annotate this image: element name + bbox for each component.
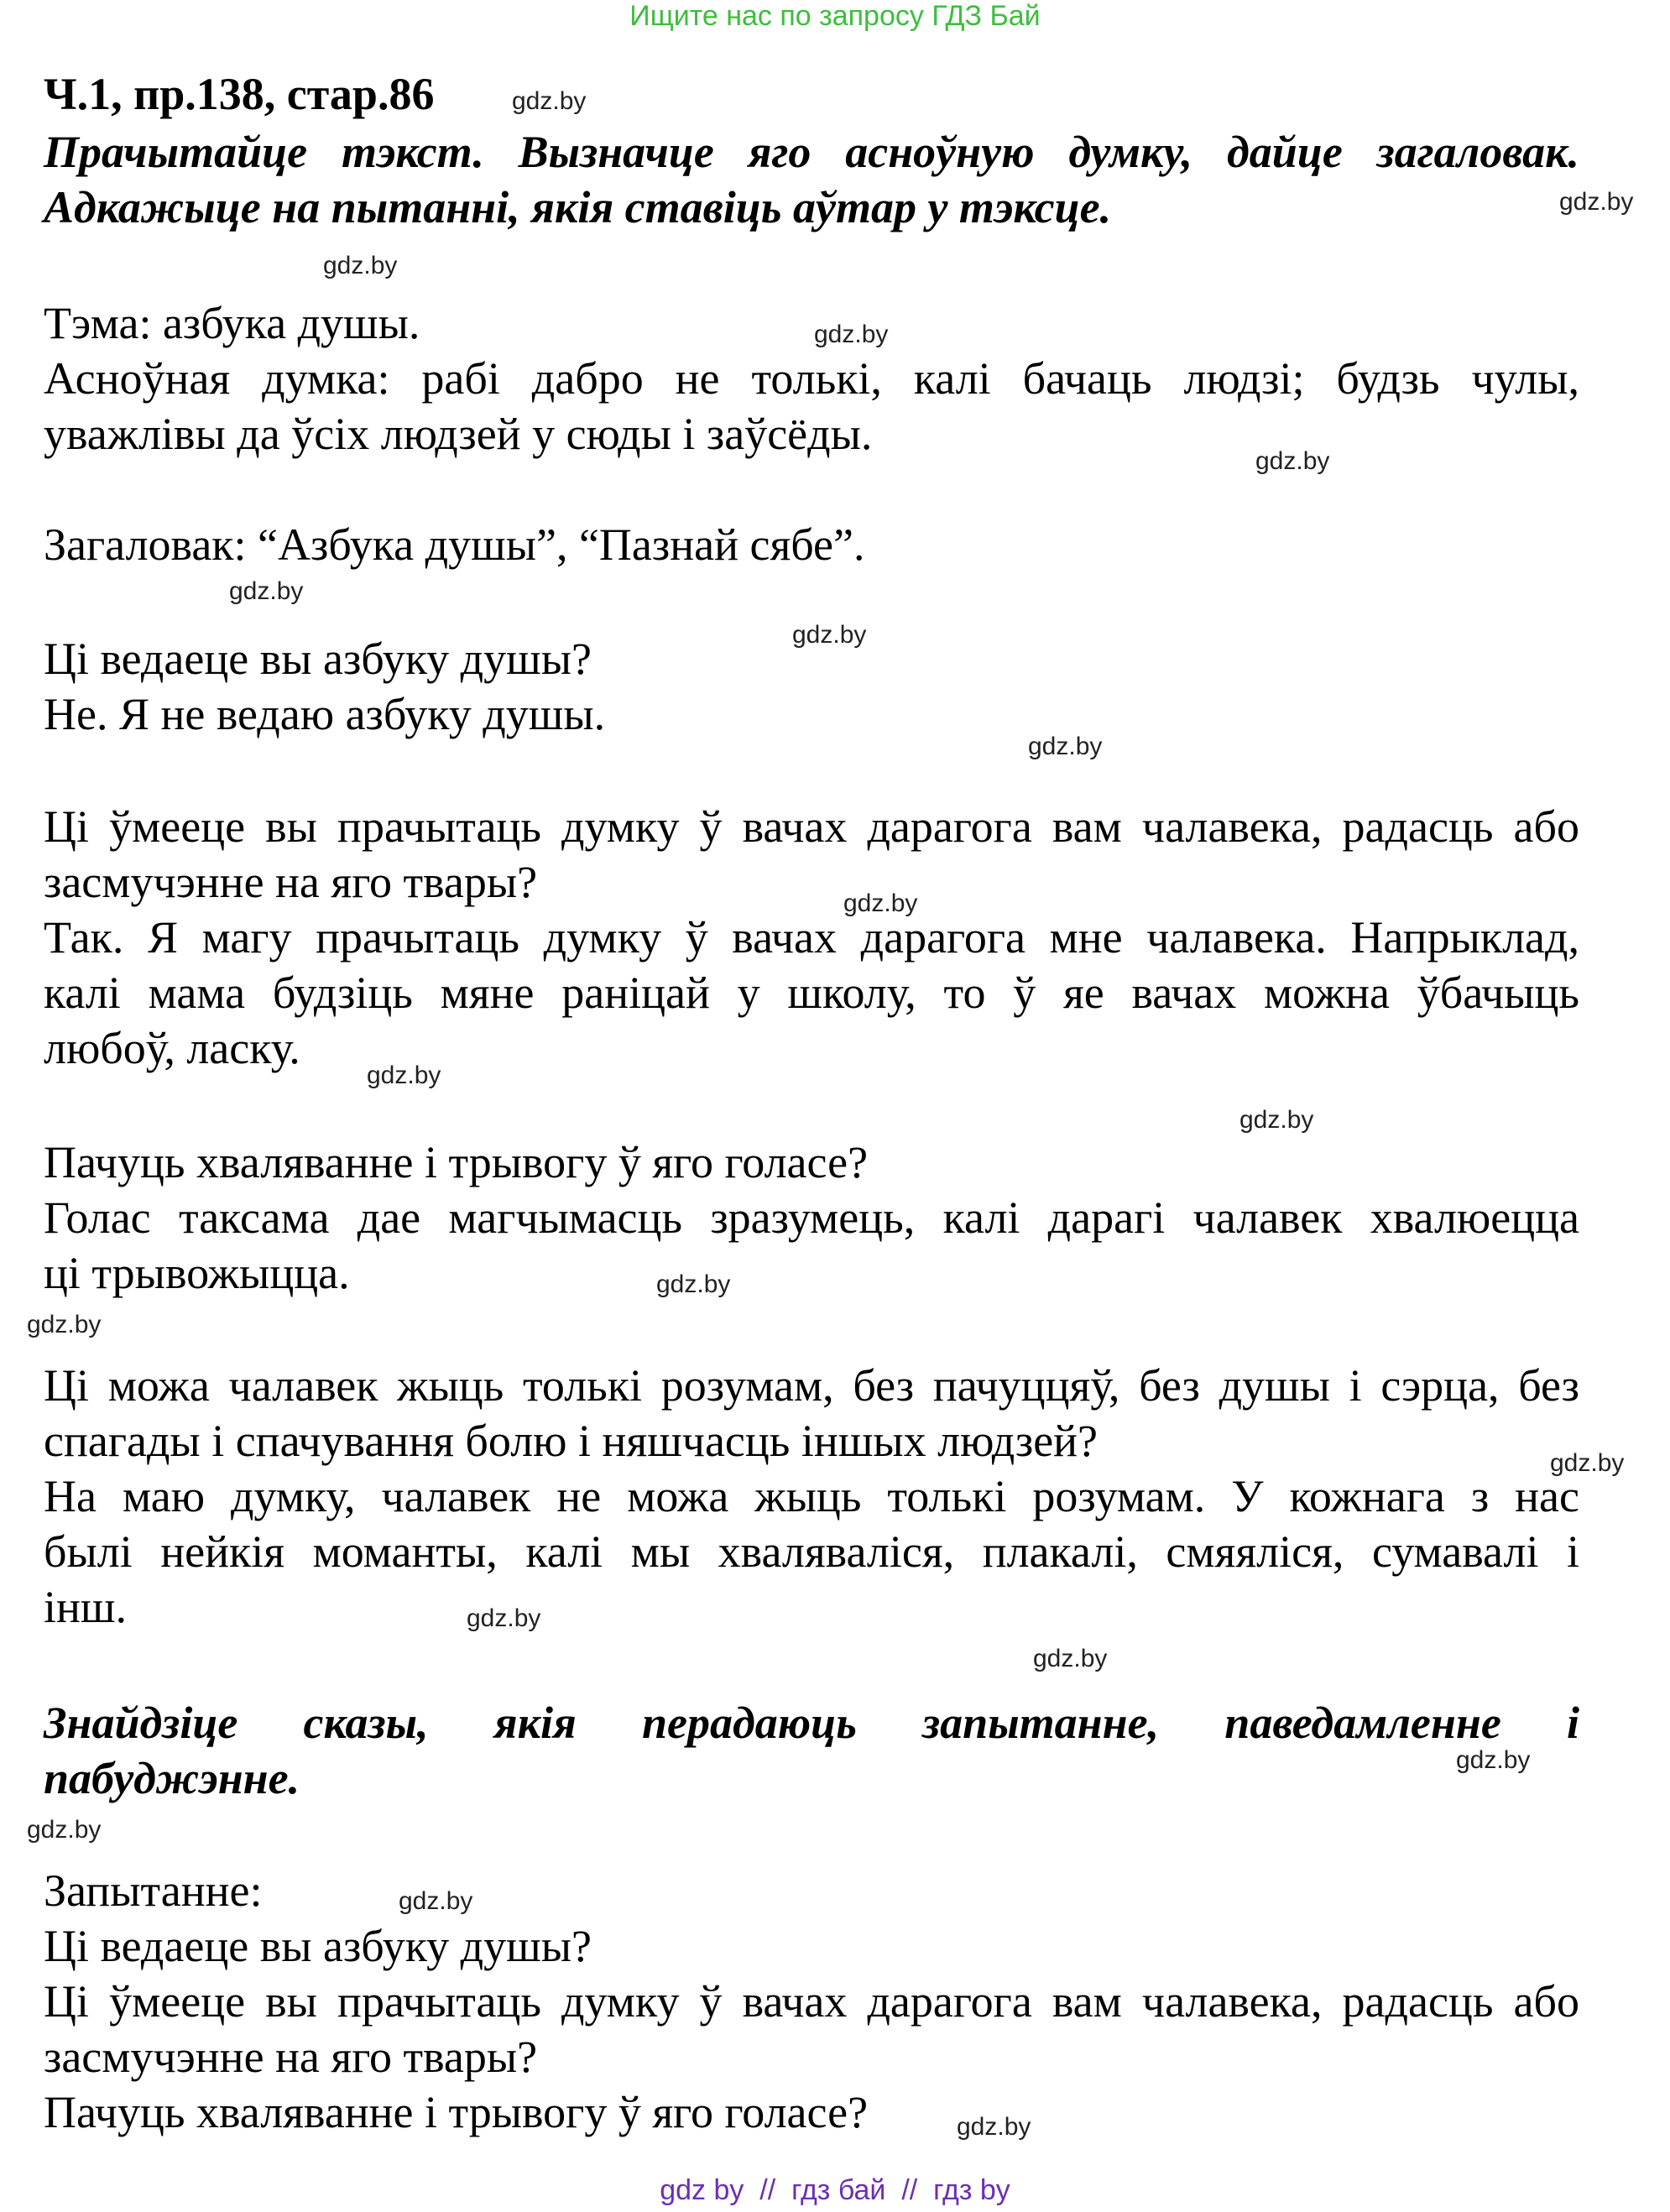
interrogative-label: Запытанне: — [44, 1865, 263, 1916]
watermark: gdz.by — [1550, 1449, 1625, 1477]
interrogative-sentence-3: Пачуць хваляванне і трывогу ў яго голасе? — [44, 2087, 869, 2137]
watermark: gdz.by — [467, 1604, 541, 1632]
answer-main-idea-line-1: Асноўная думка: рабі дабро не толькі, калі бачаць людзі; будзь чулы, — [44, 353, 1579, 404]
watermark: gdz.by — [27, 1816, 102, 1844]
watermark: gdz.by — [1239, 1106, 1314, 1134]
watermark: gdz.by — [792, 621, 867, 649]
watermark: gdz.by — [1033, 1645, 1108, 1672]
task2-instruction-line-1: Знайдзіце сказы, якія перадаюць запытанне, паведамленне і — [44, 1698, 1579, 1748]
watermark: gdz.by — [957, 2113, 1031, 2141]
answer-3-line-1: Голас таксама дае магчымасць зразумець, калі дарагі чалавек хвалюецца — [44, 1192, 1579, 1243]
watermark: gdz.by — [512, 87, 587, 115]
task2-instruction-line-2: пабуджэнне. — [44, 1753, 300, 1803]
watermark: gdz.by — [814, 321, 889, 348]
interrogative-sentence-2-line-1: Ці ўмееце вы прачытаць думку ў вачах дарагога вам чалавека, радасць або — [44, 1976, 1579, 2027]
watermark: gdz.by — [323, 252, 398, 279]
question-1-line-1: Ці ведаеце вы азбуку душы? — [44, 634, 592, 684]
answer-2-line-1: Так. Я магу прачытаць думку ў вачах дарагога мне чалавека. Напрыклад, — [44, 912, 1579, 963]
question-4-line-2: спагады і спачування болю і няшчасць іншых людзей? — [44, 1416, 1099, 1466]
question-2-line-2: засмучэнне на яго твары? — [44, 857, 538, 907]
answer-main-idea-line-2: уважлівы да ўсіх людзей у сюды і заўсёды. — [44, 409, 873, 459]
watermark: gdz.by — [656, 1270, 731, 1298]
interrogative-sentence-2-line-2: засмучэнне на яго твары? — [44, 2032, 538, 2082]
question-4-line-1: Ці можа чалавек жыць толькі розумам, без пачуццяў, без душы і сэрца, без — [44, 1360, 1579, 1411]
task-instruction-line-2: Адкажыце на пытанні, якія ставіць аўтар у тэксце. — [44, 182, 1112, 232]
watermark: gdz.by — [1028, 733, 1103, 760]
answer-4-line-2: былі нейкія моманты, калі мы хваляваліся, плакалі, смяяліся, сумавалі і — [44, 1526, 1579, 1577]
task-instruction-line-1: Прачытайце тэкст. Вызначце яго асноўную думку, дайце загаловак. — [44, 127, 1579, 177]
question-3-line-1: Пачуць хваляванне і трывогу ў яго голасе? — [44, 1137, 869, 1187]
answer-3-line-2: ці трывожыцца. — [44, 1248, 350, 1298]
answer-4-line-3: інш. — [44, 1582, 127, 1632]
interrogative-sentence-1: Ці ведаеце вы азбуку душы? — [44, 1921, 592, 1971]
watermark: gdz.by — [1456, 1746, 1531, 1774]
watermark: gdz.by — [399, 1887, 473, 1915]
answer-1-line-1: Не. Я не ведаю азбуку душы. — [44, 689, 606, 739]
answer-title: Загаловак: “Азбука душы”, “Пазнай сябе”. — [44, 519, 865, 570]
answer-2-line-2: калі мама будзіць мяне раніцай у школу, то ў яе вачах можна ўбачыць — [44, 968, 1579, 1018]
answer-theme: Тэма: азбука душы. — [44, 298, 420, 348]
watermark: gdz.by — [27, 1311, 102, 1338]
answer-2-line-3: любоў, ласку. — [44, 1023, 300, 1073]
watermark: gdz.by — [843, 889, 918, 917]
top-banner[interactable]: Ищите нас по запросу ГДЗ Бай — [629, 0, 1041, 32]
watermark: gdz.by — [229, 577, 304, 605]
answer-4-line-1: На маю думку, чалавек не можа жыць толькі розумам. У кожнага з нас — [44, 1471, 1579, 1521]
watermark: gdz.by — [1255, 447, 1330, 475]
bottom-banner[interactable]: gdz by // гдз бай // гдз by — [660, 2174, 1010, 2206]
watermark: gdz.by — [367, 1062, 441, 1089]
exercise-heading: Ч.1, пр.138, стар.86 — [44, 69, 435, 119]
watermark: gdz.by — [1559, 188, 1634, 216]
question-2-line-1: Ці ўмееце вы прачытаць думку ў вачах дарагога вам чалавека, радасць або — [44, 801, 1579, 852]
